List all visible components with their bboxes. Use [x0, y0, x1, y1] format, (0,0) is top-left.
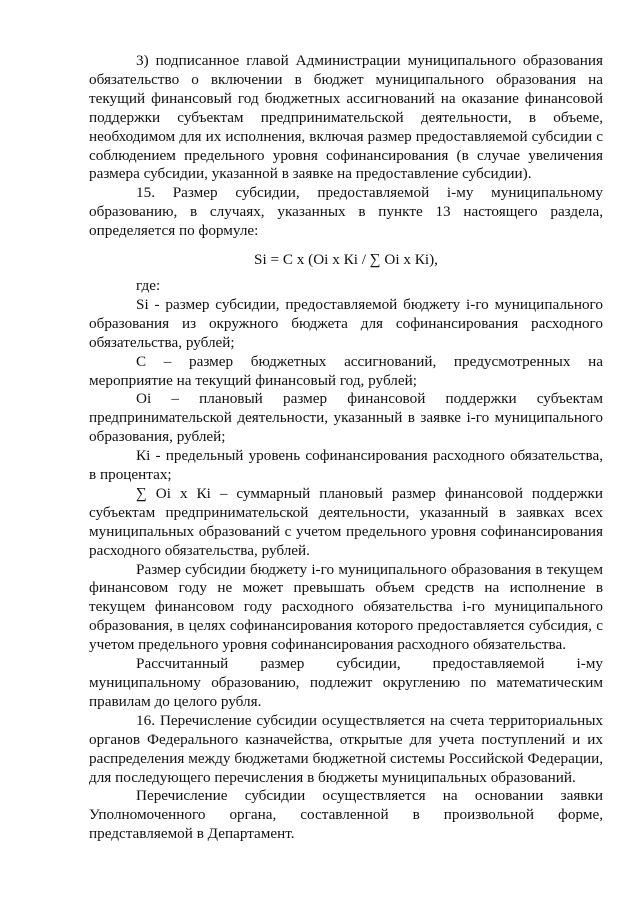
definition-oi: Оi – плановый размер финансовой поддержки субъектам предпринимательской деятельности, указанный в заявке i-го муниципального образования, рублей; [89, 390, 603, 446]
definition-ki: Кi - предельный уровень софинансирования расходного обязательства, в процентах; [89, 447, 603, 484]
paragraph-section-15: 15. Размер субсидии, предоставляемой i-му муниципальному образованию, в случаях, указанных в пункте 13 настоящего раздела, определяется по формуле: [89, 184, 603, 240]
definition-si: Si - размер субсидии, предоставляемой бюджету i-го муниципального образования из окружного бюджета для софинансирования расходного обязательства, рублей; [89, 295, 603, 351]
subsidy-formula: Si = С х (Оi х Кi / ∑ Оi х Кi), [254, 251, 438, 269]
paragraph-item-3: 3) подписанное главой Администрации муниципального образования обязательство о включении в бюджет муниципального образования на текущий финансовый год бюджетных ассигнований на оказание финансовой поддержки субъектам предпринимательской деятельности, в объеме, необходимом для их исполнения, включая размер предоставляемой субсидии с соблюдением предельного уровня софинансирования (в случае увеличения размера субсидии, указанной в заявке на предоставление субсидии). [89, 52, 603, 183]
document-body [89, 52, 603, 844]
paragraph-section-16: 16. Перечисление субсидии осуществляется на счета территориальных органов Федерального казначейства, открытые для учета поступлений и их распределения между бюджетами бюджетной системы Российской Федерации, для последующего перечисления в бюджеты муниципальных образований. [89, 711, 603, 786]
definition-sum: ∑ Оi х Кi – суммарный плановый размер финансовой поддержки субъектам предпринимательской деятельности, указанный в заявках всех муниципальных образований с учетом предельного уровня софинансирования расходного обязательства, рублей. [89, 484, 603, 559]
paragraph-rounding: Рассчитанный размер субсидии, предоставляемой i-му муниципальному образованию, подлежит округлению по математическим правилам до целого рубля. [89, 655, 603, 710]
definition-c: С – размер бюджетных ассигнований, предусмотренных на мероприятие на текущий финансовый год, рублей; [89, 352, 603, 389]
where-label: где: [136, 276, 161, 294]
paragraph-transfer: Перечисление субсидии осуществляется на основании заявки Уполномоченного органа, составленной в произвольной форме, представляемой в Департамент. [89, 787, 603, 843]
paragraph-limit: Размер субсидии бюджету i-го муниципального образования в текущем финансовом году не может превышать объем средств на исполнение в текущем финансовом году расходного обязательства i-го муниципального образования, в целях софинансирования которого предоставляется субсидия, с учетом предельного уровня софинансирования расходного обязательства. [89, 560, 603, 654]
